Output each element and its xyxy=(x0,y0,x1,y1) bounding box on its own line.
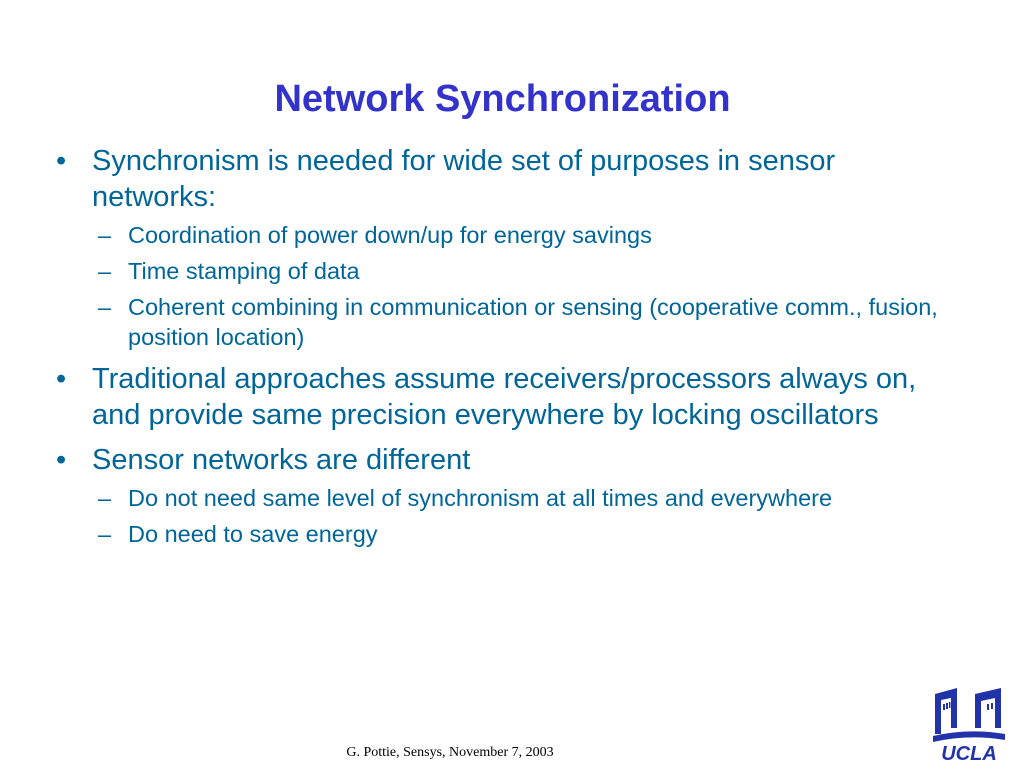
bullet-text: Synchronism is needed for wide set of purposes in sensor networks: xyxy=(92,145,836,213)
sub-bullet-text: Time stamping of data xyxy=(128,258,360,284)
dash-marker: – xyxy=(98,294,112,320)
sub-bullet-text: Do need to save energy xyxy=(128,521,378,547)
sub-bullet-item xyxy=(92,220,956,250)
dash-marker: – xyxy=(98,222,112,248)
bullet-item xyxy=(56,361,956,433)
bullet-marker: • xyxy=(56,145,67,177)
sub-bullet-item xyxy=(92,519,956,549)
dash-marker: – xyxy=(98,485,112,511)
bullet-item xyxy=(56,442,956,549)
slide-title: Network Synchronization xyxy=(274,78,731,120)
slide-footer: G. Pottie, Sensys, November 7, 2003 xyxy=(346,745,554,760)
logo-wordmark: UCLA xyxy=(941,743,997,764)
dash-marker: – xyxy=(98,258,112,284)
bullet-item xyxy=(56,143,956,352)
bullet-text: Traditional approaches assume receivers/processors always on, and provide same precision everywhere by locking oscillators xyxy=(92,363,917,431)
sub-bullet-text: Coordination of power down/up for energy savings xyxy=(128,222,652,248)
bullet-marker: • xyxy=(56,444,67,476)
ucla-logo xyxy=(931,684,1007,764)
sub-bullet-item xyxy=(92,483,956,513)
sub-bullet-text: Coherent combining in communication or sensing (cooperative comm., fusion, position location) xyxy=(128,294,938,350)
sub-bullet-item xyxy=(92,256,956,286)
bullet-text: Sensor networks are different xyxy=(92,444,471,476)
bullet-marker: • xyxy=(56,363,67,395)
sub-bullet-text: Do not need same level of synchronism at all times and everywhere xyxy=(128,485,833,511)
sub-bullet-item xyxy=(92,292,956,352)
dash-marker: – xyxy=(98,521,112,547)
slide-body xyxy=(56,143,956,558)
